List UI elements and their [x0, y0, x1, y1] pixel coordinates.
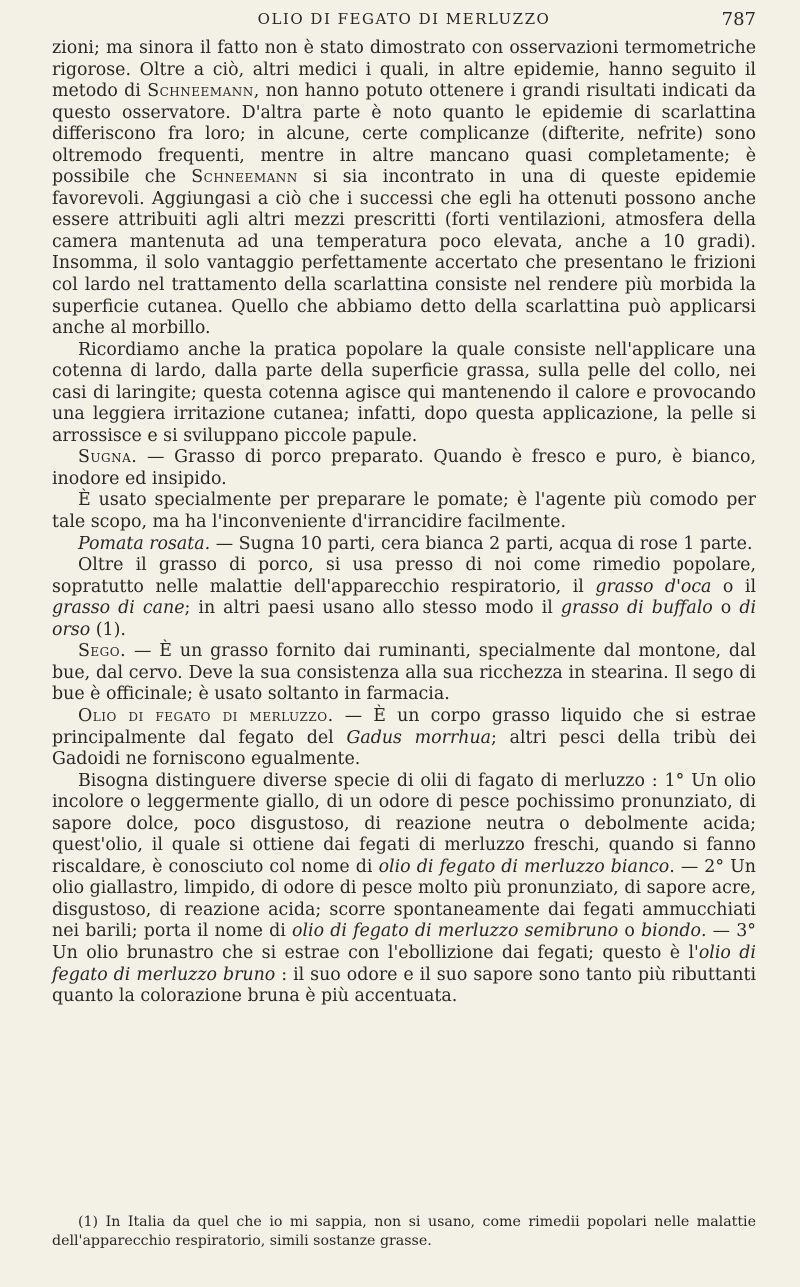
small-caps-term: Sego.: [78, 641, 127, 662]
text-run: o il: [711, 576, 757, 597]
small-caps-term: Schneemann: [191, 167, 298, 188]
italic-term: di orso: [52, 598, 757, 640]
footnote: (1) In Italia da quel che io mi sappia, non si usano, come rimedii popolari nelle malattie dell'apparecchio respiratorio, simili sostanze grasse.: [52, 1214, 756, 1249]
italic-term: Gadus morrhua: [346, 727, 492, 748]
page-number: 787: [721, 9, 756, 30]
body-text: [52, 38, 756, 1008]
paragraph: [52, 534, 756, 556]
text-run: — Grasso di porco preparato. Quando è fresco e puro, è bianco, inodore ed insipido.: [52, 447, 756, 489]
running-title: OLIO DI FEGATO DI MERLUZZO: [257, 10, 551, 28]
italic-term: grasso d'oca: [595, 576, 712, 597]
text-run: Oltre il grasso di porco, si usa presso di noi come rimedio popolare, sopratutto nelle malattie dell'apparecchio respiratorio, il: [52, 555, 756, 597]
text-run: zioni; ma sinora il fatto non è stato dimostrato con osservazioni termometriche rigorose. Oltre a ciò, altri medici i quali, in altre epidemie, hanno seguito il metodo di: [52, 38, 756, 102]
italic-term: olio di fegato di merluzzo semibruno: [291, 921, 619, 942]
text-run: . — 2° Un olio giallastro, limpido, di odore di pesce molto più pronunziato, di sapore acre, disgustoso, di reazione acida; scorre spontaneamente dai fegati ammucchiati nei barili; porta il nome di: [52, 856, 757, 942]
text-run: si sia incontrato in una di queste epidemie favorevoli. Aggiungasi a ciò che i successi che egli ha ottenuti possono anche essere attribuiti agli altri mezzi prescritti (forti ventilazioni, atmosfera della camera mantenuta ad una temperatura poco elevata, anche a 10 gradi). Insomma, il solo vantaggio perfettamente accertato che presentano le frizioni col lardo nel trattamento della scarlattina consiste nel rendere più morbida la superficie cutanea. Quello che abbiamo detto della scarlattina può applicarsi anche al morbillo.: [52, 167, 756, 339]
footnotes: [52, 1213, 756, 1251]
text-run: . — 3° Un olio brunastro che si estrae con l'ebollizione dai fegati; questo è l': [52, 921, 756, 963]
small-caps-term: Sugna.: [78, 447, 138, 468]
italic-term: olio di fegato di merluzzo bianco: [378, 856, 670, 877]
page-header: [52, 10, 756, 34]
text-run: : il suo odore e il suo sapore sono tanto più ributtanti quanto la colorazione bruna è più accentuata.: [52, 964, 756, 1007]
italic-term: Pomata rosata.: [78, 533, 211, 554]
paragraph: [52, 340, 756, 448]
text-run: — Sugna 10 parti, cera bianca 2 parti, acqua di rose 1 parte.: [210, 533, 753, 554]
text-run: (1).: [90, 619, 126, 640]
paragraph: [52, 555, 756, 641]
text-run: o: [712, 598, 740, 619]
text-run: ; in altri paesi usano allo stesso modo il: [184, 598, 561, 619]
paragraph: [52, 706, 756, 771]
italic-term: biondo: [641, 921, 701, 942]
paragraph: [52, 771, 756, 1008]
italic-term: grasso di cane: [52, 598, 185, 619]
italic-term: olio di fegato di merluzzo bruno: [52, 942, 756, 985]
small-caps-term: Olio di fegato di merluzzo.: [78, 705, 334, 726]
text-run: Ricordiamo anche la pratica popolare la quale consiste nell'applicare una cotenna di lardo, dalla parte della superficie grassa, sulla pelle del collo, nei casi di laringite; questa cotenna agisce qui mantenendo il calore e provocando una leggiera irritazione cutanea; infatti, dopo questa applicazione, la pelle si arrossisce e si sviluppano piccole papule.: [52, 339, 756, 446]
paragraph: [52, 490, 756, 533]
text-run: È usato specialmente per preparare le pomate; è l'agente più comodo per tale scopo, ma ha l'inconveniente d'irrancidire facilmente.: [52, 490, 756, 533]
text-run: — È un corpo grasso liquido che si estrae principalmente dal fegato del: [52, 705, 756, 748]
text-run: o: [618, 921, 642, 942]
text-run: — È un grasso fornito dai ruminanti, specialmente dal montone, dal bue, dal cervo. Deve la sua consistenza alla sua ricchezza in stearina. Il sego di bue è officinale; è usato soltanto in farmacia.: [52, 641, 756, 705]
small-caps-term: Schneemann: [147, 81, 254, 102]
text-run: ; altri pesci della tribù dei Gadoidi ne forniscono egualmente.: [52, 727, 757, 770]
text-run: Bisogna distinguere diverse specie di olii di fagato di merluzzo : 1° Un olio incolore o leggermente giallo, di un odore di pesce pochissimo pronunziato, di sapore dolce, poco disgustoso, di reazione neutra o debolmente acida; quest'olio, il quale si ottiene dai fegati di merluzzo freschi, quando si fanno riscaldare, è conosciuto col nome di: [52, 770, 756, 877]
italic-term: grasso di buffalo: [560, 598, 713, 619]
paragraph: [52, 641, 756, 706]
paragraph: [52, 447, 756, 490]
paragraph: [52, 38, 756, 340]
text-run: , non hanno potuto ottenere i grandi risultati indicati da questo osservatore. D'altra parte è noto quanto le epidemie di scarlattina differiscono fra loro; in alcune, certe complicanze (difterite, nefrite) sono oltremodo frequenti, mentre in altre mancano quasi completamente; è possibile che: [52, 81, 757, 188]
